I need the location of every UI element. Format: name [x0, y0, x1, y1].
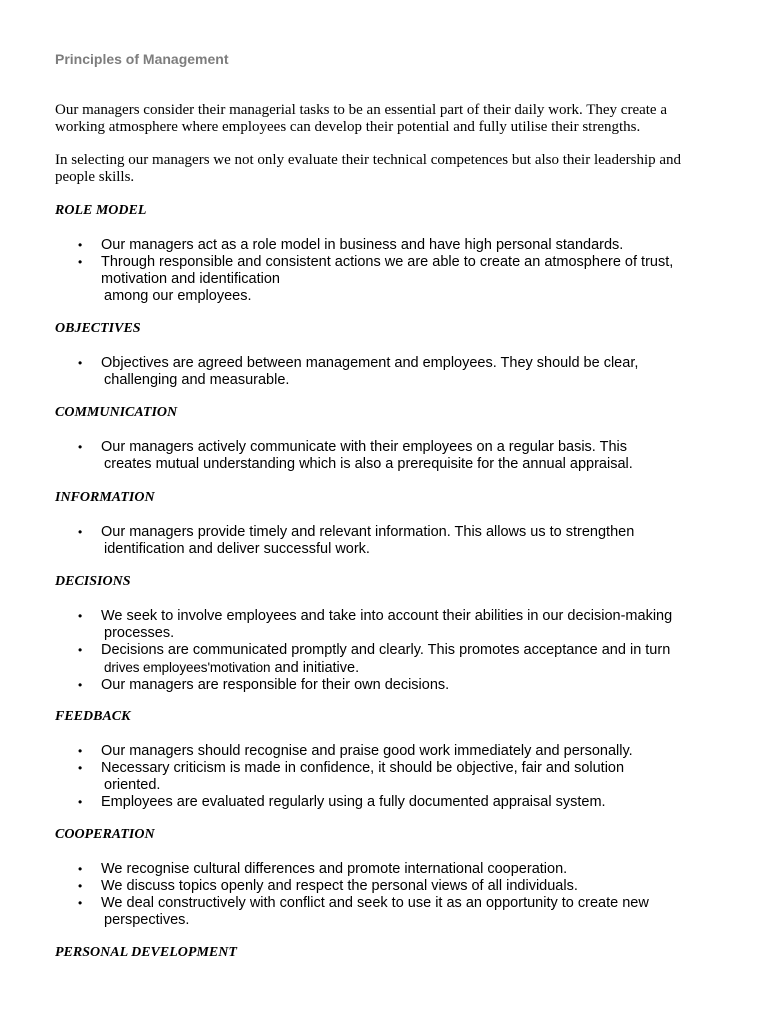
section-heading-communication: COMMUNICATION [55, 405, 178, 420]
list-item-text-continued: identification and deliver successful work. [104, 541, 370, 557]
section-heading-feedback: FEEDBACK [55, 709, 131, 724]
list-item-text-fragment: drives employees'motivation [104, 660, 271, 675]
list-item [55, 642, 672, 677]
section-heading-objectives: OBJECTIVES [55, 321, 141, 336]
document-title: Principles of Management [55, 51, 229, 67]
list-item [55, 608, 672, 642]
list-item [55, 794, 633, 811]
list-item-text: Employees are evaluated regularly using a fully documented appraisal system. [101, 794, 606, 810]
intro-paragraph-1: Our managers consider their managerial tasks to be an essential part of their daily work. They create a working atmosphere where employees can develop their potential and fully utilise their strengths. [55, 102, 667, 135]
list-item [55, 439, 633, 473]
list-item [55, 861, 649, 878]
communication-list [55, 439, 633, 473]
list-item-text: Our managers provide timely and relevant information. This allows us to strengthen [101, 524, 635, 540]
list-item-text: We discuss topics openly and respect the personal views of all individuals. [101, 878, 578, 894]
bullet-icon: • [78, 744, 83, 758]
bullet-icon: • [78, 643, 83, 657]
list-item-text: Our managers are responsible for their own decisions. [101, 677, 450, 693]
list-item [55, 524, 634, 558]
bullet-icon: • [78, 862, 83, 876]
list-item-text: Our managers actively communicate with their employees on a regular basis. This [101, 439, 627, 455]
list-item-text: Through responsible and consistent actions we are able to create an atmosphere of trust, [101, 254, 674, 270]
list-item-text-continued: motivation and identification [101, 271, 280, 287]
bullet-icon: • [78, 440, 83, 454]
list-item-text: Our managers act as a role model in business and have high personal standards. [101, 237, 624, 253]
list-item [55, 254, 673, 305]
intro-paragraph-2: In selecting our managers we not only evaluate their technical competences but also their leadership and people skills. [55, 152, 682, 185]
list-item-text-continued: perspectives. [104, 912, 190, 928]
list-item-text: We seek to involve employees and take into account their abilities in our decision-making [101, 608, 673, 624]
list-item-text-continued: processes. [104, 625, 175, 641]
feedback-list [55, 743, 633, 811]
list-item-text: Decisions are communicated promptly and clearly. This promotes acceptance and in turn [101, 642, 671, 658]
list-item-text-continued: oriented. [104, 777, 161, 793]
bullet-icon: • [78, 879, 83, 893]
bullet-icon: • [78, 609, 83, 623]
bullet-icon: • [78, 795, 83, 809]
list-item-text-continued: challenging and measurable. [104, 372, 290, 388]
bullet-icon: • [78, 678, 83, 692]
list-item [55, 237, 673, 254]
section-heading-personal-development: PERSONAL DEVELOPMENT [55, 945, 237, 960]
list-item [55, 895, 649, 929]
section-heading-role-model: ROLE MODEL [55, 203, 147, 218]
bullet-icon: • [78, 356, 83, 370]
list-item-text-fragment: and initiative. [270, 660, 360, 676]
objectives-list [55, 355, 638, 389]
list-item-text: Our managers should recognise and praise good work immediately and personally. [101, 743, 633, 759]
decisions-list [55, 608, 672, 694]
bullet-icon: • [78, 525, 83, 539]
bullet-icon: • [78, 896, 83, 910]
list-item-text-continued [101, 659, 672, 677]
bullet-icon: • [78, 255, 83, 269]
information-list [55, 524, 634, 558]
list-item-text-continued: creates mutual understanding which is also a prerequisite for the annual appraisal. [104, 456, 633, 472]
list-item-text-continued: among our employees. [104, 288, 252, 304]
list-item [55, 760, 633, 794]
section-heading-decisions: DECISIONS [55, 574, 131, 589]
list-item-text: We recognise cultural differences and promote international cooperation. [101, 861, 568, 877]
list-item-text: Necessary criticism is made in confidence, it should be objective, fair and solution [101, 760, 625, 776]
list-item-text: Objectives are agreed between management and employees. They should be clear, [101, 355, 639, 371]
bullet-icon: • [78, 238, 83, 252]
list-item [55, 743, 633, 760]
list-item-text: We deal constructively with conflict and seek to use it as an opportunity to create new [101, 895, 649, 911]
section-heading-cooperation: COOPERATION [55, 827, 155, 842]
bullet-icon: • [78, 761, 83, 775]
list-item [55, 355, 638, 389]
cooperation-list [55, 861, 649, 929]
list-item [55, 878, 649, 895]
section-heading-information: INFORMATION [55, 490, 155, 505]
role-model-list [55, 237, 673, 305]
list-item [55, 677, 672, 694]
